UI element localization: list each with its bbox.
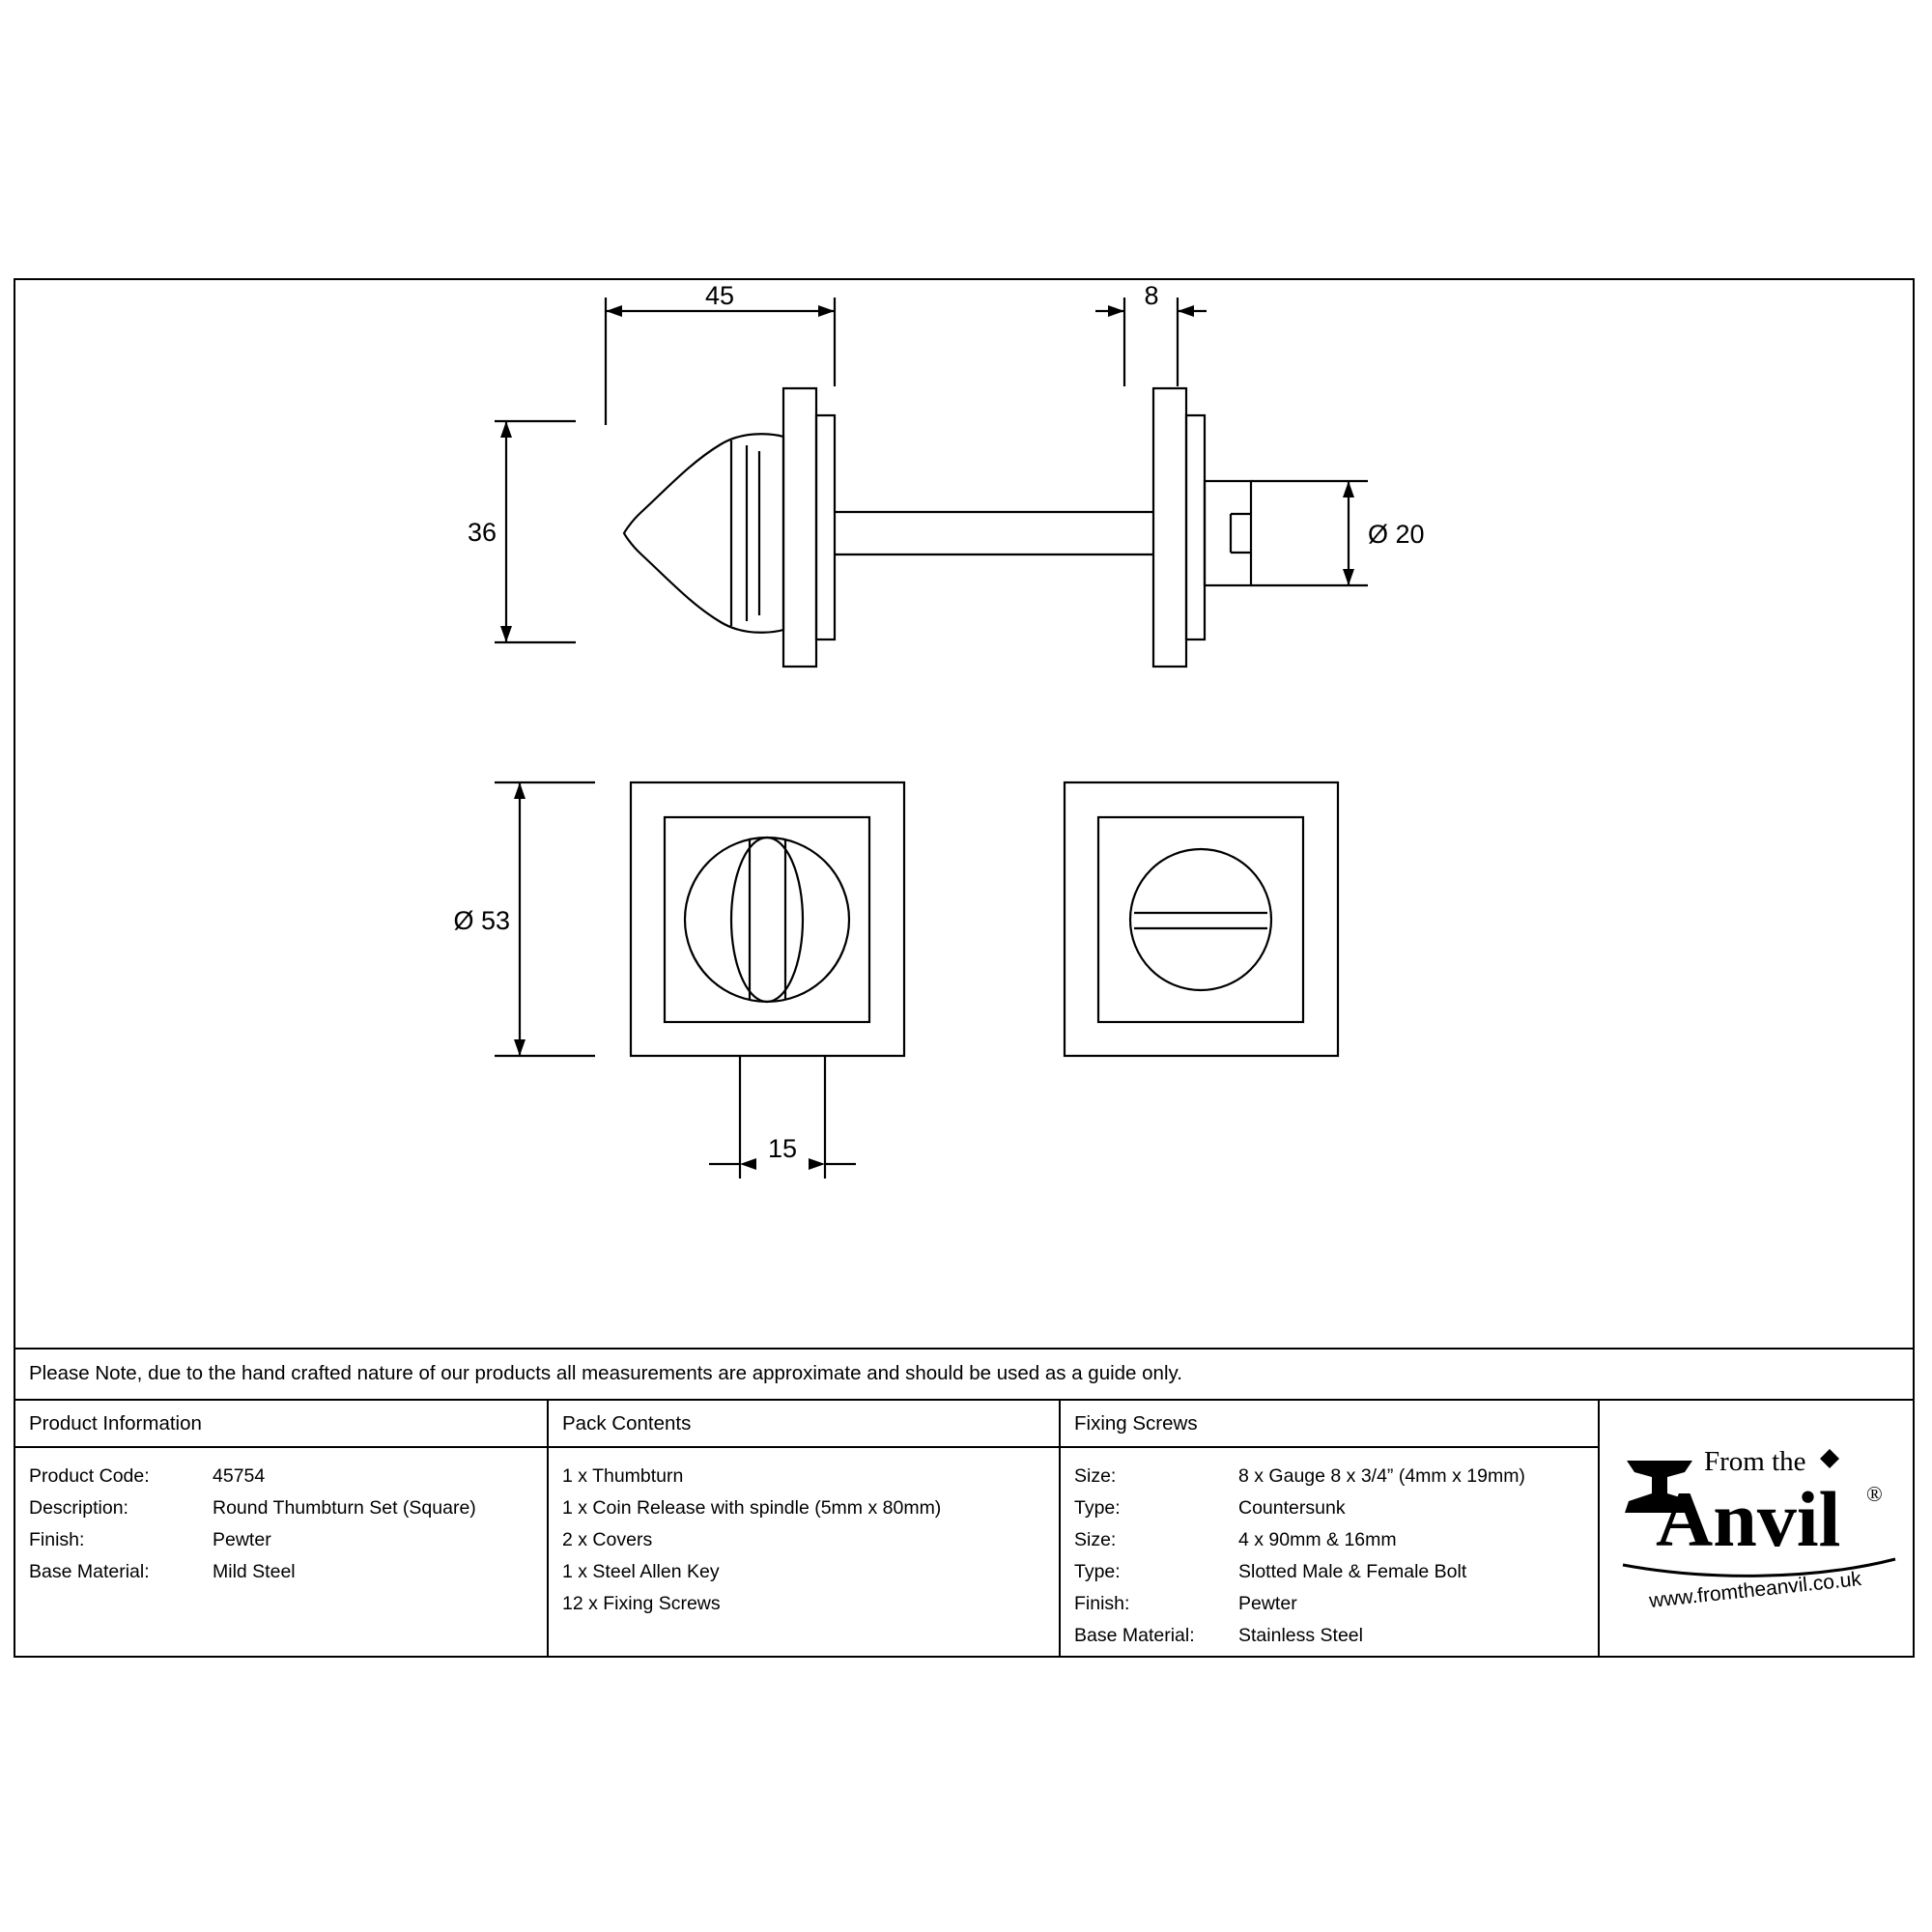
screw-type-label-2: Type: — [1074, 1561, 1121, 1582]
screw-base-material-value: Stainless Steel — [1238, 1625, 1363, 1646]
finish-label: Finish: — [29, 1529, 85, 1550]
brand-name: Anvil — [1656, 1475, 1841, 1563]
registered-mark: ® — [1866, 1482, 1883, 1506]
info-table — [15, 1399, 1913, 1658]
dim-label-dia-20: Ø 20 — [1368, 520, 1425, 549]
screw-type-value-1: Countersunk — [1238, 1497, 1346, 1519]
screw-finish-value: Pewter — [1238, 1593, 1297, 1614]
technical-drawing — [15, 280, 1913, 1348]
screw-size-label-1: Size: — [1074, 1465, 1117, 1487]
screw-size-value-2: 4 x 90mm & 16mm — [1238, 1529, 1397, 1550]
list-item: 1 x Steel Allen Key — [562, 1561, 720, 1582]
screw-size-value-1: 8 x Gauge 8 x 3/4” (4mm x 19mm) — [1238, 1465, 1525, 1487]
description-value: Round Thumbturn Set (Square) — [213, 1497, 476, 1519]
spec-sheet — [14, 278, 1915, 1658]
screw-type-value-2: Slotted Male & Female Bolt — [1238, 1561, 1467, 1582]
divider — [15, 1446, 547, 1448]
finish-value: Pewter — [213, 1529, 271, 1550]
product-code-label: Product Code: — [29, 1465, 150, 1487]
divider — [1061, 1446, 1598, 1448]
base-material-value: Mild Steel — [213, 1561, 296, 1582]
measurement-note: Please Note, due to the hand crafted nature of our products all measurements are approximate and should be used as a guide only. — [29, 1362, 1182, 1384]
pack-contents-heading: Pack Contents — [562, 1412, 692, 1435]
product-code-value: 45754 — [213, 1465, 266, 1487]
divider — [549, 1446, 1059, 1448]
base-material-label: Base Material: — [29, 1561, 150, 1582]
description-label: Description: — [29, 1497, 128, 1519]
dim-label-dia-53: Ø 53 — [453, 906, 510, 935]
from-the-anvil-logo — [1600, 1401, 1913, 1658]
brand-website: www.fromtheanvil.co.uk — [1648, 1568, 1862, 1612]
dim-label-8: 8 — [1144, 281, 1159, 310]
list-item: 1 x Coin Release with spindle (5mm x 80mm) — [562, 1497, 942, 1519]
fixing-screws-heading: Fixing Screws — [1074, 1412, 1198, 1435]
dim-label-15: 15 — [767, 1134, 798, 1163]
list-item: 2 x Covers — [562, 1529, 653, 1550]
pack-contents-column — [547, 1401, 1059, 1658]
screw-finish-label: Finish: — [1074, 1593, 1130, 1614]
dim-label-36: 36 — [467, 518, 497, 547]
list-item: 1 x Thumbturn — [562, 1465, 684, 1487]
fixing-screws-column — [1059, 1401, 1598, 1658]
screw-base-material-label: Base Material: — [1074, 1625, 1195, 1646]
screw-size-label-2: Size: — [1074, 1529, 1117, 1550]
screw-type-label-1: Type: — [1074, 1497, 1121, 1519]
diamond-icon — [1820, 1449, 1839, 1468]
brand-logo-column — [1598, 1401, 1913, 1658]
measurement-note-row — [15, 1348, 1913, 1399]
brand-top-line: From the — [1704, 1446, 1806, 1477]
product-information-heading: Product Information — [29, 1412, 202, 1435]
dim-label-45: 45 — [704, 281, 735, 310]
list-item: 12 x Fixing Screws — [562, 1593, 721, 1614]
product-information-column — [15, 1401, 547, 1658]
